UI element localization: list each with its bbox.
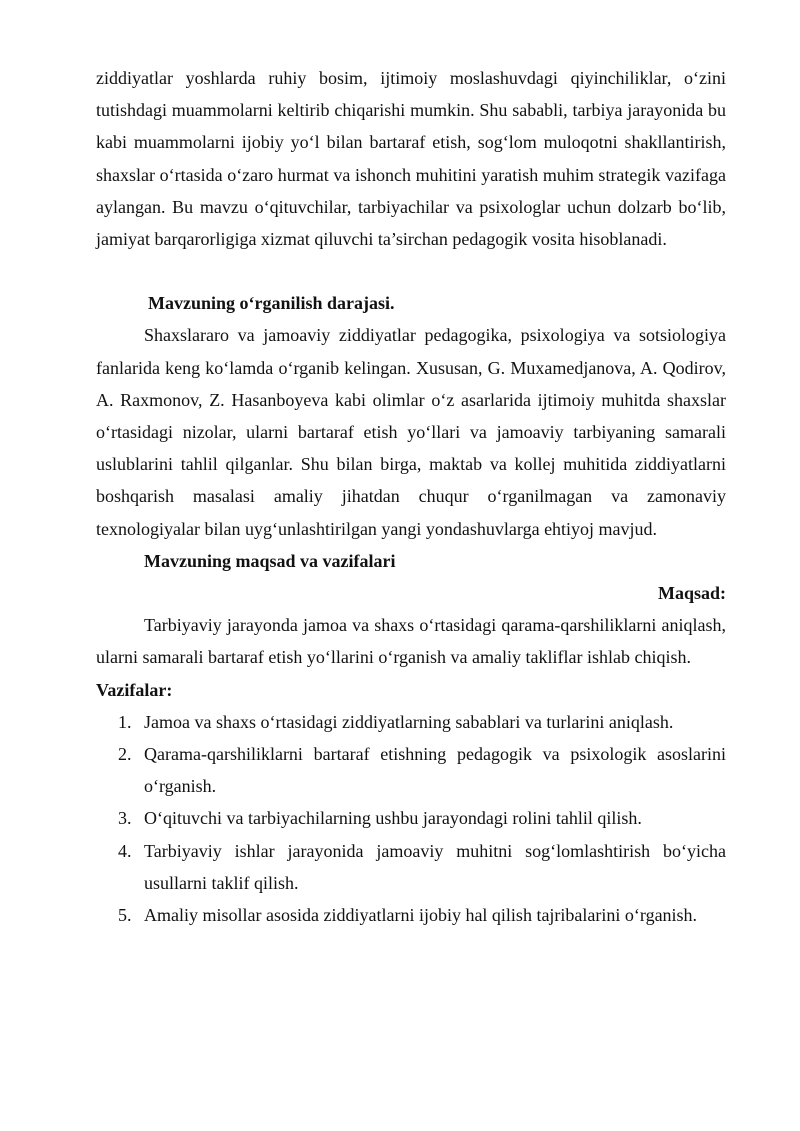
list-item-text: Qarama-qarshiliklarni bartaraf etishning pedagogik va psixologik asoslarini o‘rganish.	[144, 744, 726, 797]
list-item-number: 3.	[118, 808, 132, 829]
list-item-number: 5.	[118, 905, 132, 926]
tasks-list	[96, 706, 726, 931]
list-item-text: O‘qituvchi va tarbiyachilarning ushbu jarayondagi rolini tahlil qilish.	[144, 808, 642, 829]
list-item	[96, 706, 726, 738]
list-item	[96, 738, 726, 802]
goal-paragraph: Tarbiyaviy jarayonda jamoa va shaxs o‘rtasidagi qarama-qarshiliklarni aniqlash, ularni samarali bartaraf etish yo‘llarini o‘rganish va amaliy takliflar ishlab chiqish.	[96, 615, 726, 668]
study-level-paragraph: Shaxslararo va jamoaviy ziddiyatlar pedagogika, psixologiya va sotsiologiya fanlarida keng ko‘lamda o‘rganib kelingan. Xususan, G. Muxamedjanova, A. Qodirov, A. Raxmonov, Z. Hasanboyeva kabi olimlar o‘z asarlarida ijtimoiy muhitda shaxslar o‘rtasidagi nizolar, ularni bartaraf etish yo‘llari va jamoaviy tarbiyaning samarali uslublarini tahlil qilganlar. Shu bilan birga, maktab va kollej muhitida ziddiyatlarni boshqarish masalasi amaliy jihatdan chuqur o‘rganilmagan va zamonaviy texnologiyalar bilan uyg‘unlashtirilgan yangi yondashuvlarga ehtiyoj mavjud.	[96, 325, 726, 539]
tasks-label: Vazifalar:	[96, 679, 173, 700]
list-item	[96, 835, 726, 899]
list-item-number: 1.	[118, 711, 132, 732]
list-item-text: Jamoa va shaxs o‘rtasidagi ziddiyatlarning sabablari va turlarini aniqlash.	[144, 711, 674, 732]
study-level-heading: Mavzuning o‘rganilish darajasi.	[148, 293, 395, 314]
list-item-number: 4.	[118, 840, 132, 861]
goal-label: Maqsad:	[657, 583, 726, 604]
list-item-text: Tarbiyaviy ishlar jarayonida jamoaviy muhitni sog‘lomlashtirish bo‘yicha usullarni taklif qilish.	[144, 840, 726, 893]
list-item-text: Amaliy misollar asosida ziddiyatlarni ijobiy hal qilish tajribalarini o‘rganish.	[144, 905, 698, 926]
list-item	[96, 899, 726, 931]
document-page	[96, 62, 726, 931]
list-item-number: 2.	[118, 744, 132, 765]
goals-heading: Mavzuning maqsad va vazifalari	[144, 550, 396, 571]
list-item	[96, 802, 726, 834]
intro-paragraph: ziddiyatlar yoshlarda ruhiy bosim, ijtimoiy moslashuvdagi qiyinchiliklar, o‘zini tutishdagi muammolarni keltirib chiqarishi mumkin. Shu sababli, tarbiya jarayonida bu kabi muammolarni ijobiy yo‘l bilan bartaraf etish, sog‘lom muloqotni shakllantirish, shaxslar o‘rtasida o‘zaro hurmat va ishonch muhitini yaratish muhim strategik vazifaga aylangan. Bu mavzu o‘qituvchilar, tarbiyachilar va psixologlar uchun dolzarb bo‘lib, jamiyat barqarorligiga xizmat qiluvchi ta’sirchan pedagogik vosita hisoblanadi.	[96, 68, 726, 250]
